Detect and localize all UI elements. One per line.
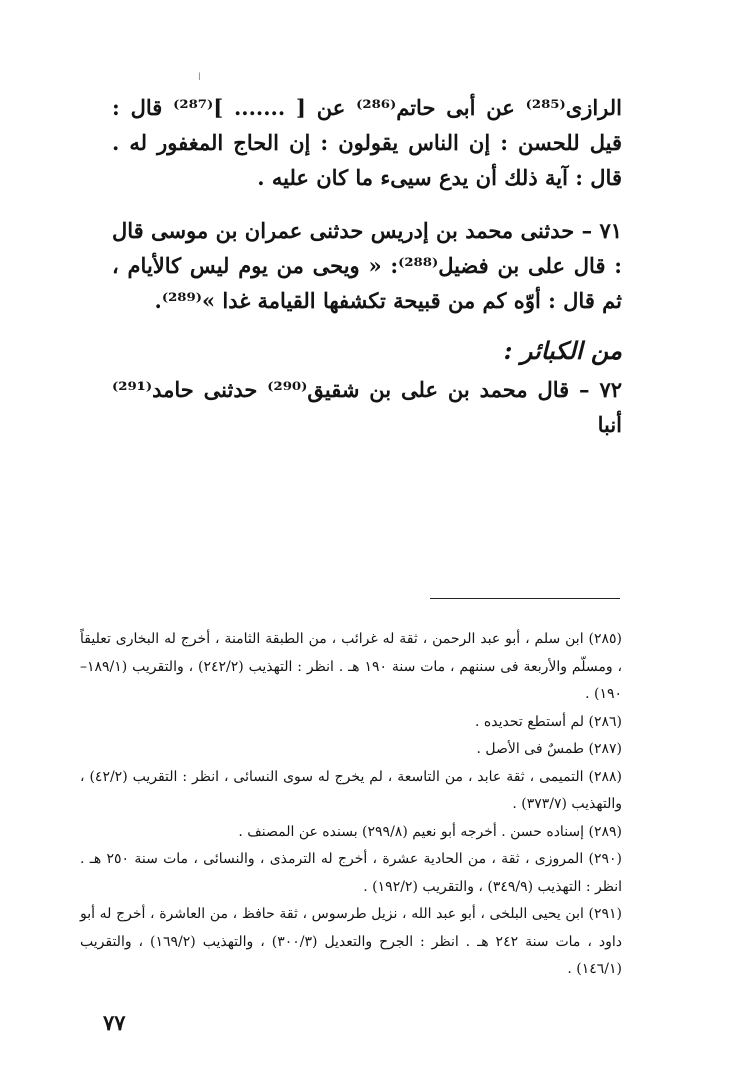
footnote-287: (٢٨٧) طمسٌ فى الأصل . (476, 741, 622, 757)
footnote-289: (٢٨٩) إسناده حسن . أخرجه أبو نعيم (٢٩٩/٨) بسنده عن المصنف . (238, 823, 622, 840)
footnote-288: (٢٨٨) التميمى ، ثقة عابد ، من التاسعة ، لم يخرج له سوى النسائى ، انظر : التقريب (٤٢/٢) ، والتهذيب (٣٧٣/٧) . (80, 768, 622, 812)
main-text (112, 90, 622, 442)
paragraph-71: ٧١ – حدثنى محمد بن إدريس حدثنى عمران بن موسى قال : قال على بن فضيل⁽²⁸⁸⁾: « ويحى من يوم ليس كالأيام ، ثم قال : أوّه كم من قبيحة تكشفها القيامة غدا »⁽²⁸⁹⁾. (112, 218, 622, 313)
footnotes (80, 626, 622, 984)
footnote-290: (٢٩٠) المروزى ، ثقة ، من الحادية عشرة ، أخرج له الترمذى ، والنسائى ، مات سنة ٢٥٠ هـ . انظر : التهذيب (٣٤٩/٩) ، والتقريب (١٩٢/٢) . (80, 851, 622, 895)
page-number: ٧٧ (103, 1010, 126, 1035)
footnote-285: (٢٨٥) ابن سلم ، أبو عبد الرحمن ، ثقة له غرائب ، من الطبقة الثامنة ، أخرج له البخارى تعليقاً ، ومسلّم والأربعة فى سننهم ، مات سنة ١٩٠ هـ . انظر : التهذيب (٢٤٢/٢) ، والتقريب (١٨٩/١–١٩٠) . (80, 631, 622, 702)
paragraph-continuation: الرازى⁽²⁸⁵⁾ عن أبى حاتم⁽²⁸⁶⁾ عن [ ....... ]⁽²⁸⁷⁾ قال : قيل للحسن : إن الناس يقولون : إن الحاج المغفور له . قال : آية ذلك أن يدع سيىء ما كان عليه . (112, 95, 622, 190)
footnote-291: (٢٩١) ابن يحيى البلخى ، أبو عبد الله ، نزيل طرسوس ، ثقة حافظ ، من العاشرة ، أخرج له أبو داود ، مات سنة ٢٤٢ هـ . انظر : الجرح والتعديل (٣٠٠/٣) ، والتهذيب (١٦٩/٢) ، والتقريب (١٤٦/١) . (80, 906, 622, 977)
margin-mark: ا (198, 72, 201, 83)
paragraph-72: ٧٢ – قال محمد بن على بن شقيق⁽²⁹⁰⁾ حدثنى حامد⁽²⁹¹⁾ أنبا (112, 377, 623, 437)
section-heading: من الكبائر : (503, 336, 622, 365)
footnote-286: (٢٨٦) لم أستطع تحديده . (475, 713, 622, 730)
footnote-divider (430, 598, 620, 599)
